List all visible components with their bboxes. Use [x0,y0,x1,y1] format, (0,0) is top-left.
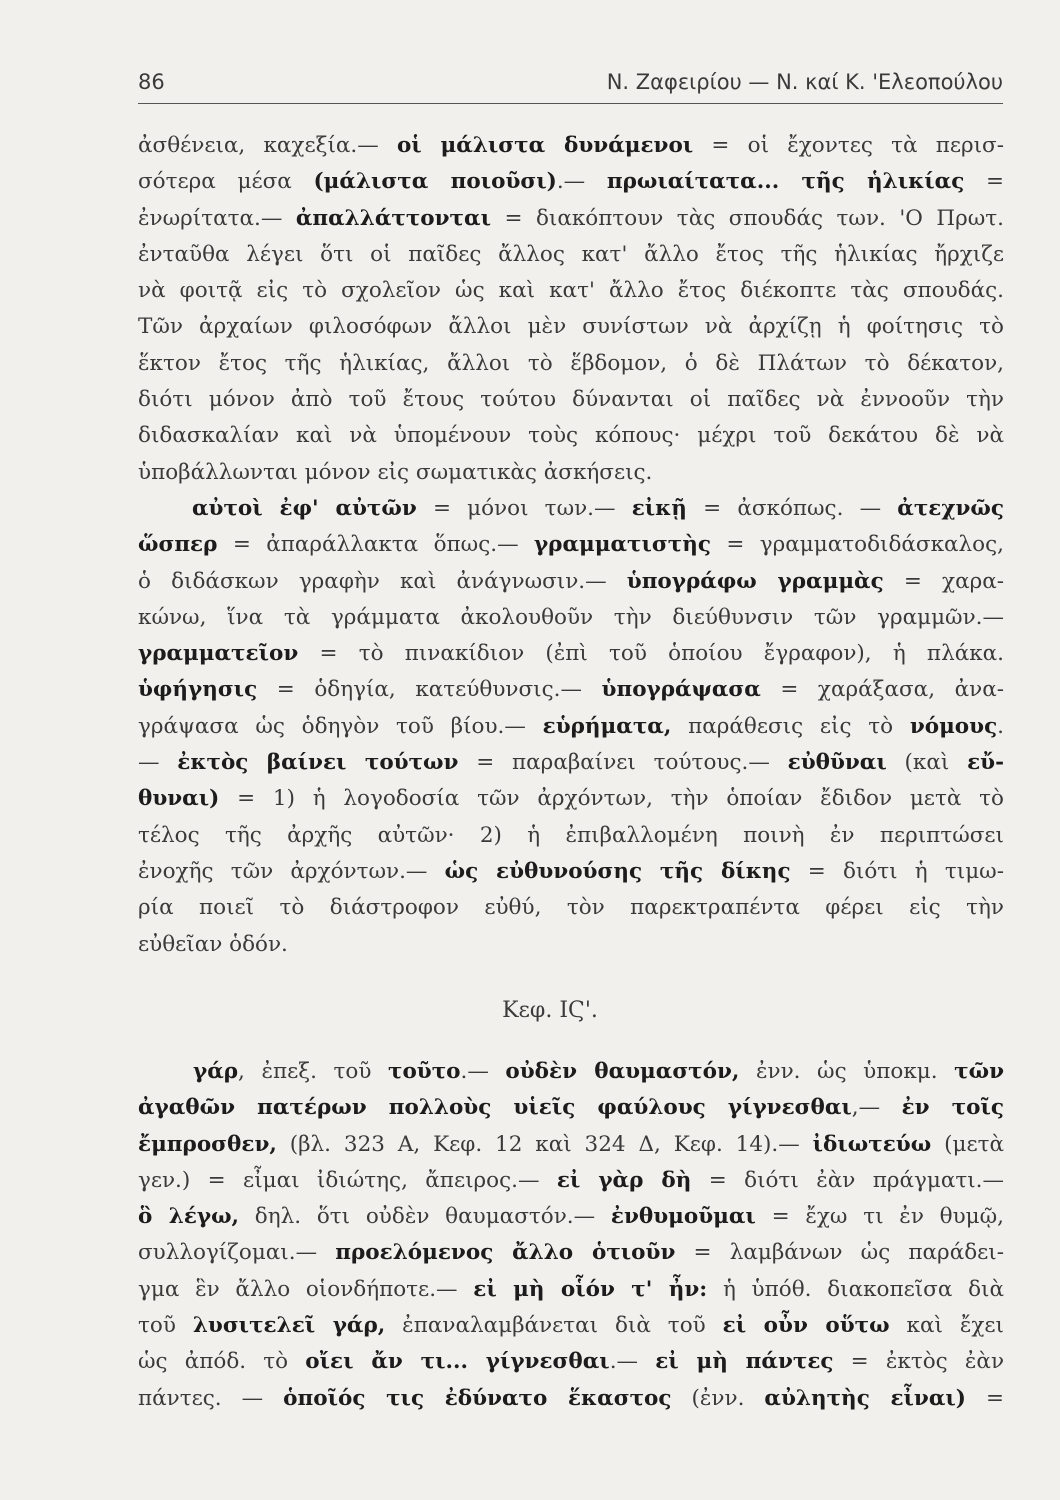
bold-term: εὑρήματα, [542,713,672,739]
text-run: (βλ. 323 Α, Κεφ. 12 καὶ 324 Δ, Κεφ. 14).— [276,1131,813,1157]
bold-term: οἴει ἄν τι... γίγνεσθαι [305,1349,610,1375]
text-run: (ἐνν. [671,1385,765,1411]
bold-term: εἰ οὖν οὕτω [722,1313,890,1339]
text-line [138,273,1004,309]
text-line [138,128,1004,164]
text-line [138,745,1004,781]
text-line [138,1090,1004,1126]
text-line [138,1054,1004,1090]
bold-term: τῶν [954,1059,1005,1084]
text-run: ἐνν. ὡς ὑποκμ. [739,1059,955,1084]
text-run: = [965,1385,1005,1411]
bold-term: ὥσπερ [138,532,218,558]
text-line [138,164,1004,200]
text-line [138,672,1004,708]
bold-term: γραμματεῖον [138,641,299,667]
text-line [138,890,1004,926]
bold-term: οὐδὲν θαυμαστόν, [505,1059,740,1084]
text-line [138,854,1004,890]
text-run: ,— [851,1095,902,1121]
text-run: (καὶ [886,750,968,776]
text-run: συλλογίζομαι.— [138,1240,336,1266]
text-run: = ἔχω τι ἐν θυμῷ, [755,1204,1004,1230]
bold-term: ἐν τοῖς [901,1095,1004,1121]
text-run: = ἀπαράλλακτα ὅπως.— [217,532,534,558]
text-line [138,636,1004,672]
text-run: καὶ ἔχει [889,1313,1004,1339]
bold-term: ἀγαθῶν πατέρων πολλοὺς υἱεῖς φαύλους γίγνεσθαι [138,1095,852,1121]
bold-term: νόμους [909,713,998,739]
text-run: ἐνωρίτατα.— [138,205,296,231]
text-run: (μετὰ [931,1131,1004,1157]
text-line [138,564,1004,600]
text-run: ἀσθένεια, καχεξία.— [138,133,397,158]
bold-term: ὡς εὐθυνούσης τῆς δίκης [444,858,791,884]
text-run: = χαρα- [883,568,1005,594]
text-run: διδασκαλίαν καὶ νὰ ὑπομένουν τοὺς κόπους· μέχρι τοῦ δεκάτου δὲ νὰ [138,423,1004,449]
page-header [138,66,1003,106]
text-run: = διότι ἡ τιμω- [790,858,1004,884]
text-line [138,418,1004,454]
text-line [138,818,1004,854]
text-line [138,237,1004,273]
bold-term: θυναι) [138,786,220,812]
bold-term: εὐθῦναι [787,750,887,776]
text-run: = ἐκτὸς ἐὰν [833,1349,1005,1375]
text-run: ἕκτον ἔτος τῆς ἡλικίας, ἄλλοι τὸ ἕβδομον, ὁ δὲ Πλάτων τὸ δέκατον, [138,350,1004,376]
text-line [138,1199,1004,1235]
text-run: ἡ ὑπόθ. διακοπεῖσα διὰ [707,1276,1005,1302]
bold-term: εὔ- [967,750,1005,776]
text-run: ἐνοχῆς τῶν ἀρχόντων.— [138,858,445,884]
text-run: = οἱ ἔχοντες τὰ περισ- [693,133,1004,158]
bold-term: λυσιτελεῖ γάρ, [192,1313,386,1339]
text-run: = διότι ἐὰν πράγματι.— [691,1167,1004,1193]
text-run: γράψασα ὡς ὁδηγὸν τοῦ βίου.— [138,713,543,739]
bold-term: αὐτοὶ ἐφ' αὐτῶν [192,495,417,521]
text-line [138,709,1004,745]
bold-term: ἔμπροσθεν, [138,1131,277,1157]
bold-term: οἱ μάλιστα δυνάμενοι [396,133,694,158]
text-run: ρία ποιεῖ τὸ διάστροφον εὐθύ, τὸν παρεκτραπέντα φέρει εἰς τὴν [138,895,1004,921]
text-run: διότι μόνον ἀπὸ τοῦ ἔτους τούτου δύνανται οἱ παῖδες νὰ ἐννοοῦν τὴν [138,387,1004,413]
text-run: = παραβαίνει τούτους.— [458,750,788,776]
text-run: — [138,750,178,776]
bold-term: ὑφήγησις [138,677,258,703]
bold-term: πρωιαίτατα... τῆς ἡλικίας [606,169,965,195]
bold-term: (μάλιστα ποιοῦσι) [313,169,557,195]
text-run: .— [460,1059,506,1084]
bold-term: ὑπογράφω γραμμὰς [626,568,884,594]
text-line [138,309,1004,345]
text-run: τοῦ [138,1313,193,1339]
text-line [138,382,1004,418]
text-run: κώνω, ἵνα τὰ γράμματα ἀκολουθοῦν τὴν διεύθυνσιν τῶν γραμμῶν.— [138,604,1004,630]
bold-term: εἰ μὴ πάντες [655,1349,834,1375]
bold-term: ἐκτὸς βαίνει τούτων [177,750,459,776]
text-line [138,1381,1004,1417]
text-run: .— [609,1349,656,1375]
text-run: σότερα μέσα [138,169,314,195]
bold-term: ὃ λέγω, [138,1204,240,1230]
text-line [138,201,1004,237]
text-run: παράθεσις εἰς τὸ [671,713,910,739]
bold-term: αὐλητὴς εἶναι) [764,1385,966,1411]
text-line [138,1127,1004,1163]
text-run: = χαράξασα, ἀνα- [760,677,1004,703]
bold-term: τοῦτο [387,1059,461,1084]
chapter-heading: Κεφ. ΙϚ'. [502,998,598,1023]
bold-term: γάρ [193,1059,239,1084]
text-line [138,1163,1004,1199]
bold-term: ὑπογράψασα [601,677,761,703]
text-line [138,1272,1004,1308]
text-run: γμα ἓν ἄλλο οἱονδήποτε.— [138,1276,474,1302]
text-line [138,346,1004,382]
text-line [138,527,1004,563]
text-run: εὐθεῖαν ὁδόν. [138,931,288,957]
text-run: . [997,713,1004,739]
text-run: νὰ φοιτᾷ εἰς τὸ σχολεῖον ὡς καὶ κατ' ἄλλο ἔτος διέκοπτε τὰς σπουδάς. [138,278,1004,304]
text-run: ὑποβάλλωνται μόνον εἰς σωματικὰς ἀσκήσεις. [138,459,653,485]
commentary-section-2 [138,1054,1004,1417]
text-run: ἐπαναλαμβάνεται διὰ τοῦ [385,1313,723,1339]
text-line [138,455,1004,491]
text-run: = 1) ἡ λογοδοσία τῶν ἀρχόντων, τὴν ὁποίαν ἔδιδον μετὰ τὸ [219,786,1004,812]
text-run: = ἀσκόπως. — [686,495,898,521]
bold-term: εἰ μὴ οἷόν τ' ἦν: [473,1276,708,1302]
text-run: = τὸ πινακίδιον (ἐπὶ τοῦ ὁποίου ἔγραφον), ἡ πλάκα. [298,641,1004,667]
text-run: = [964,169,1005,195]
text-run: πάντες. — [138,1385,284,1411]
text-run: δηλ. ὅτι οὐδὲν θαυμαστόν.— [239,1204,611,1230]
text-run: ὁ διδάσκων γραφὴν καὶ ἀνάγνωσιν.— [138,568,627,594]
text-run: = λαμβάνων ὡς παράδει- [675,1240,1004,1266]
running-head: Ν. Ζαφειρίου — Ν. καί Κ. 'Ελεοπούλου [606,70,1003,94]
bold-term: εἰ γὰρ δὴ [556,1167,692,1193]
text-run: γεν.) = εἶμαι ἰδιώτης, ἄπειρος.— [138,1167,557,1193]
text-line [138,927,1004,963]
bold-term: ἀπαλλάττονται [295,205,491,231]
bold-term: ἀτεχνῶς [897,495,1004,521]
text-line [138,600,1004,636]
text-line [138,1308,1004,1344]
bold-term: εἰκῇ [631,495,687,521]
text-run: τέλος τῆς ἀρχῆς αὐτῶν· 2) ἡ ἐπιβαλλομένη ποινὴ ἐν περιπτώσει [138,822,1004,848]
commentary-section-1 [138,128,1004,963]
text-line [138,1235,1004,1271]
bold-term: ὁποῖός τις ἐδύνατο ἕκαστος [283,1385,672,1411]
text-run: = γραμματοδιδάσκαλος, [710,532,1004,558]
text-line [138,491,1004,527]
text-run: = μόνοι των.— [416,495,632,521]
text-run: Τῶν ἀρχαίων φιλοσόφων ἄλλοι μὲν συνίστων νὰ ἀρχίζῃ ἡ φοίτησις τὸ [138,314,1004,340]
bold-term: προελόμενος ἄλλο ὁτιοῦν [335,1240,676,1266]
text-line [138,1344,1004,1380]
bold-term: ἐνθυμοῦμαι [610,1204,756,1230]
text-run: , ἐπεξ. τοῦ [238,1059,388,1084]
text-line [138,781,1004,817]
text-run: = διακόπτουν τὰς σπουδάς των. 'Ο Πρωτ. [490,205,1004,231]
text-run: ὡς ἀπόδ. τὸ [138,1349,306,1375]
page-number: 86 [138,70,165,94]
bold-term: γραμματιστὴς [533,532,711,558]
header-rule [138,103,1003,104]
bold-term: ἰδιωτεύω [812,1131,932,1157]
text-run: .— [556,169,607,195]
text-run: = ὁδηγία, κατεύθυνσις.— [257,677,602,703]
text-run: ἐνταῦθα λέγει ὅτι οἱ παῖδες ἄλλος κατ' ἄλλο ἔτος τῆς ἡλικίας ἤρχιζε [138,241,1004,267]
